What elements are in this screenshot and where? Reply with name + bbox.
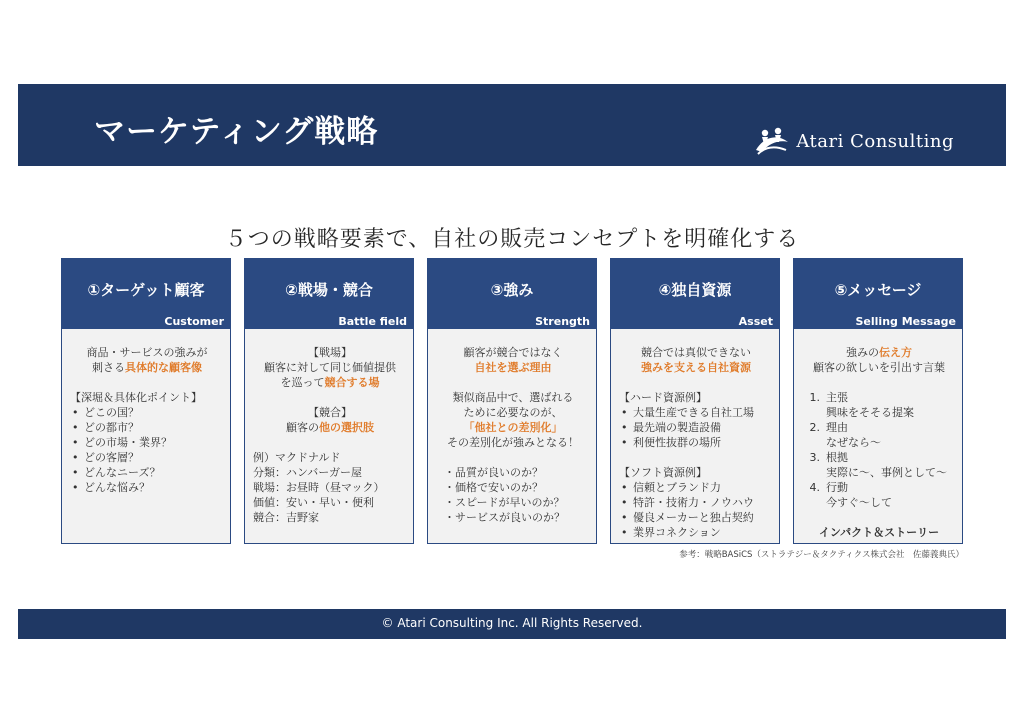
list-item: • 優良メーカーと独占契約 <box>619 510 773 525</box>
step-item: 4. 行動 <box>809 481 848 494</box>
text-line: その差別化が強みとなる！ <box>447 436 579 449</box>
list-item: • どの客層？ <box>70 450 224 465</box>
intro-line: 刺さる具体的な顧客像 <box>92 361 202 374</box>
list-item: ・価格で安いのか？ <box>444 481 543 494</box>
reference-note: 参考：戦略BASiCS（ストラテジー＆タクティクス株式会社 佐藤義典氏） <box>679 550 964 560</box>
list-item: • 業界コネクション <box>619 525 773 540</box>
text-line: 類似商品中で、選ばれる <box>452 391 574 404</box>
example-line: 価値：安い・早い・便利 <box>253 496 374 509</box>
card-body <box>428 329 596 525</box>
copyright-text: © Atari Consulting Inc. All Rights Reserved. <box>381 616 643 630</box>
card-title: ③強み <box>490 281 534 299</box>
card-body <box>245 329 413 525</box>
card-title: ①ターゲット顧客 <box>87 281 205 299</box>
section-heading: 【ソフト資源例】 <box>619 466 707 479</box>
slide-subtitle: ５つの戦略要素で、自社の販売コンセプトを明確化する <box>224 227 800 252</box>
card-header <box>245 259 413 329</box>
birds-logo-icon <box>752 124 792 158</box>
list-item: ・スピードが早いのか？ <box>444 496 565 509</box>
list-item: • どこの国？ <box>70 405 224 420</box>
highlight-text: 「他社との差別化」 <box>463 421 563 434</box>
card-tag: Selling Message <box>855 315 956 328</box>
card-title: ④独自資源 <box>658 281 732 299</box>
step-item: 2. 理由 <box>809 421 848 434</box>
list-item: • 信頼とブランド力 <box>619 480 773 495</box>
card-title: ⑤メッセージ <box>834 281 922 299</box>
header-banner <box>18 84 1006 166</box>
text-line: 顧客に対して同じ価値提供 <box>264 361 396 374</box>
text-line: ために必要なのが、 <box>463 406 563 419</box>
card-target-customer <box>61 258 231 544</box>
card-header <box>611 259 779 329</box>
section-heading: 【戦場】 <box>308 346 352 359</box>
company-logo <box>752 124 954 158</box>
highlight-text: 伝え方 <box>879 346 912 359</box>
step-detail: 興味をそそる提案 <box>826 406 914 419</box>
step-item: 3. 根拠 <box>809 451 848 464</box>
list-item: • どんなニーズ？ <box>70 465 224 480</box>
highlight-text: 強みを支える自社資源 <box>641 361 751 374</box>
list-item: • どの市場・業界？ <box>70 435 224 450</box>
list-item: • 利便性抜群の場所 <box>619 435 773 450</box>
card-asset <box>610 258 780 544</box>
card-strength <box>427 258 597 544</box>
example-line: 分類：ハンバーガー屋 <box>253 466 363 479</box>
closing-text: インパクト＆ストーリー <box>818 526 940 539</box>
card-header <box>794 259 962 329</box>
example-line: 例）マクドナルド <box>253 451 341 464</box>
card-tag: Battle field <box>338 315 407 328</box>
card-tag: Asset <box>738 315 773 328</box>
highlight-text: 自社を選ぶ理由 <box>474 361 552 374</box>
highlight-text: 他の選択肢 <box>319 421 374 434</box>
list-item: ・品質が良いのか？ <box>444 466 543 479</box>
section-heading: 【ハード資源例】 <box>619 391 707 404</box>
list-item: • どの都市？ <box>70 420 224 435</box>
step-detail: なぜなら～ <box>826 436 881 449</box>
card-title: ②戦場・競合 <box>285 281 373 299</box>
text-line: 顧客の他の選択肢 <box>286 421 374 434</box>
card-body <box>794 329 962 540</box>
highlight-text: 具体的な顧客像 <box>125 361 202 374</box>
logo-text: Atari Consulting <box>796 130 954 152</box>
step-item: 1. 主張 <box>809 391 848 404</box>
list-item: • 大量生産できる自社工場 <box>619 405 773 420</box>
section-heading: 【深堀＆具体化ポイント】 <box>70 391 202 404</box>
card-tag: Strength <box>535 315 590 328</box>
intro-line: 顧客が競合ではなく <box>463 346 563 359</box>
intro-line: 強みの伝え方 <box>846 346 912 359</box>
step-detail: 今すぐ～して <box>826 496 892 509</box>
intro-line: 顧客の欲しいを引出す言葉 <box>813 361 945 374</box>
step-detail: 実際に～、事例として～ <box>826 466 947 479</box>
highlight-text: 競合する場 <box>324 376 380 389</box>
example-line: 競合：吉野家 <box>253 511 319 524</box>
card-message <box>793 258 963 544</box>
list-item: ・サービスが良いのか？ <box>444 511 565 524</box>
card-header <box>428 259 596 329</box>
intro-line: 商品・サービスの強みが <box>86 346 208 359</box>
card-tag: Customer <box>164 315 224 328</box>
footer-banner <box>18 609 1006 639</box>
example-line: 戦場：お昼時（昼マック） <box>253 481 385 494</box>
card-header <box>62 259 230 329</box>
text-line: を巡って競合する場 <box>280 376 380 389</box>
list-item: • 最先端の製造設備 <box>619 420 773 435</box>
card-body <box>62 329 230 495</box>
list-item: • 特許・技術力・ノウハウ <box>619 495 773 510</box>
page-title: マーケティング戦略 <box>94 114 379 150</box>
card-body <box>611 329 779 540</box>
list-item: • どんな悩み？ <box>70 480 224 495</box>
card-battlefield <box>244 258 414 544</box>
section-heading: 【競合】 <box>308 406 352 419</box>
intro-line: 競合では真似できない <box>641 346 751 359</box>
